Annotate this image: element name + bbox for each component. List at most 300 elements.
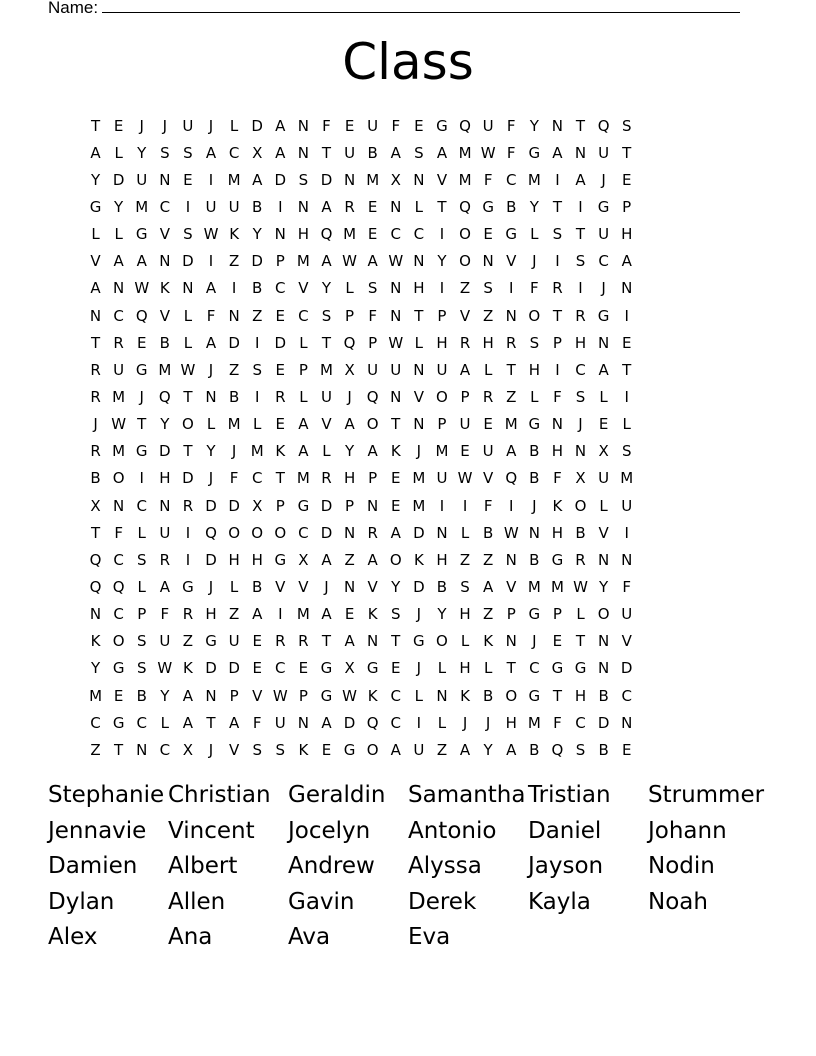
grid-letter: O	[528, 306, 541, 325]
grid-letter: A	[205, 143, 217, 162]
grid-letter: H	[297, 225, 310, 244]
grid-letter: L	[414, 333, 424, 352]
grid-letter: N	[343, 577, 356, 596]
grid-letter: B	[575, 523, 586, 542]
grid-letter: J	[139, 116, 144, 135]
grid-letter: Y	[137, 143, 147, 162]
grid-letter: I	[278, 197, 283, 216]
grid-letter: I	[624, 306, 629, 325]
grid-letter: N	[297, 713, 309, 732]
grid-letter: G	[597, 197, 610, 216]
grid-letter: I	[439, 279, 445, 298]
grid-letter: T	[622, 143, 632, 162]
grid-letter: Q	[89, 577, 102, 596]
grid-letter: Z	[483, 605, 494, 624]
grid-row	[84, 709, 638, 736]
grid-letter: K	[552, 496, 563, 515]
grid-letter: L	[530, 387, 539, 406]
grid-letter: T	[114, 740, 124, 759]
grid-letter: L	[322, 442, 331, 461]
grid-letter: S	[252, 740, 262, 759]
grid-letter: N	[551, 415, 564, 434]
grid-letter: F	[553, 713, 562, 732]
grid-letter: P	[229, 686, 239, 705]
grid-letter: L	[114, 225, 123, 244]
grid-letter: O	[228, 523, 241, 542]
grid-letter: N	[390, 197, 402, 216]
grid-letter: I	[231, 279, 237, 298]
grid-letter: X	[390, 170, 401, 189]
grid-letter: A	[113, 252, 124, 271]
grid-letter: C	[390, 713, 401, 732]
grid-letter: F	[553, 469, 562, 488]
grid-letter: P	[460, 387, 470, 406]
grid-letter: A	[367, 550, 378, 569]
grid-letter: C	[505, 170, 517, 189]
grid-letter: C	[390, 686, 401, 705]
grid-letter: M	[527, 713, 541, 732]
grid-letter: U	[390, 360, 402, 379]
grid-letter: U	[459, 415, 471, 434]
grid-letter: M	[296, 469, 310, 488]
grid-letter: G	[320, 686, 333, 705]
grid-letter: R	[575, 550, 586, 569]
grid-letter: M	[89, 686, 103, 705]
grid-letter: S	[183, 143, 193, 162]
grid-letter: L	[183, 333, 193, 352]
word-list-item: Jennavie	[48, 817, 147, 844]
grid-letter: C	[90, 713, 101, 732]
grid-letter: A	[252, 605, 263, 624]
grid-letter: D	[182, 469, 194, 488]
grid-letter: A	[390, 523, 401, 542]
grid-row	[84, 573, 638, 600]
grid-letter: C	[228, 143, 240, 162]
word-list-item: Damien	[48, 853, 138, 879]
grid-letter: V	[483, 469, 494, 488]
grid-letter: L	[460, 523, 470, 542]
grid-letter: M	[296, 252, 310, 271]
grid-letter: R	[159, 550, 171, 569]
grid-letter: A	[506, 740, 517, 759]
grid-letter: Y	[529, 116, 539, 135]
grid-letter: T	[391, 632, 401, 651]
grid-letter: J	[485, 713, 491, 732]
grid-letter: Y	[321, 279, 332, 298]
word-list-item: Samantha	[408, 782, 526, 808]
grid-letter: J	[416, 659, 422, 678]
grid-letter: D	[205, 550, 217, 569]
grid-letter: H	[251, 550, 263, 569]
grid-letter: L	[576, 605, 585, 624]
grid-letter: H	[459, 659, 471, 678]
grid-letter: N	[205, 387, 217, 406]
grid-row	[84, 736, 638, 763]
grid-letter: N	[505, 550, 517, 569]
grid-letter: A	[598, 360, 609, 379]
grid-letter: I	[555, 252, 560, 271]
grid-letter: X	[252, 496, 263, 515]
grid-letter: I	[509, 496, 514, 515]
grid-letter: U	[413, 740, 425, 759]
grid-letter: T	[575, 116, 586, 135]
grid-letter: G	[320, 659, 333, 678]
grid-letter: R	[275, 632, 286, 651]
grid-letter: R	[90, 387, 101, 406]
grid-letter: W	[134, 279, 150, 298]
grid-letter: H	[574, 686, 587, 705]
grid-letter: U	[320, 387, 332, 406]
grid-letter: U	[482, 116, 494, 135]
grid-letter: Y	[252, 225, 262, 244]
grid-letter: I	[555, 360, 560, 379]
grid-letter: R	[113, 333, 124, 352]
word-list-item: Allen	[168, 888, 226, 915]
grid-letter: J	[462, 713, 468, 732]
grid-letter: L	[460, 632, 470, 651]
grid-letter: R	[367, 523, 378, 542]
grid-letter: G	[112, 713, 125, 732]
grid-letter: U	[182, 116, 194, 135]
grid-letter: L	[206, 415, 216, 434]
grid-letter: F	[206, 306, 216, 325]
grid-letter: H	[436, 333, 448, 352]
grid-letter: E	[344, 116, 355, 135]
grid-letter: P	[368, 469, 378, 488]
grid-letter: D	[228, 333, 240, 352]
grid-letter: Y	[599, 577, 609, 596]
grid-letter: S	[575, 252, 586, 271]
word-list-item: Kayla	[528, 888, 591, 915]
grid-letter: V	[228, 740, 240, 759]
grid-letter: N	[413, 360, 425, 379]
grid-letter: G	[551, 550, 564, 569]
grid-letter: Y	[90, 170, 101, 189]
grid-letter: L	[345, 279, 354, 298]
grid-letter: Z	[506, 387, 517, 406]
word-list-item: Ava	[288, 924, 331, 950]
grid-letter: A	[298, 442, 309, 461]
grid-row	[84, 438, 638, 465]
grid-letter: J	[416, 605, 422, 624]
grid-letter: R	[182, 496, 194, 515]
grid-letter: T	[321, 333, 332, 352]
grid-letter: E	[414, 116, 424, 135]
grid-letter: W	[342, 686, 357, 705]
grid-letter: C	[621, 686, 632, 705]
grid-letter: M	[458, 143, 472, 162]
grid-letter: I	[624, 387, 629, 406]
grid-letter: H	[159, 469, 171, 488]
grid-letter: B	[529, 740, 540, 759]
grid-letter: T	[183, 442, 193, 461]
word-list-item: Alyssa	[408, 853, 482, 879]
grid-letter: G	[528, 415, 541, 434]
grid-letter: C	[136, 496, 147, 515]
grid-letter: O	[112, 469, 125, 488]
grid-letter: A	[321, 605, 332, 624]
grid-letter: N	[297, 197, 309, 216]
grid-letter: E	[483, 415, 493, 434]
grid-letter: H	[574, 333, 587, 352]
grid-letter: D	[205, 496, 217, 515]
grid-letter: U	[482, 442, 494, 461]
grid-letter: V	[436, 170, 448, 189]
grid-letter: C	[251, 469, 263, 488]
grid-letter: Z	[228, 605, 240, 624]
grid-letter: J	[578, 415, 583, 434]
grid-letter: M	[158, 360, 172, 379]
word-list-item: Gavin	[288, 888, 355, 915]
grid-letter: C	[575, 713, 586, 732]
grid-letter: O	[251, 523, 264, 542]
grid-letter: G	[89, 197, 102, 216]
grid-letter: O	[436, 632, 448, 651]
grid-letter: A	[344, 632, 355, 651]
grid-letter: E	[275, 360, 286, 379]
grid-letter: V	[598, 523, 609, 542]
grid-letter: X	[344, 360, 355, 379]
word-list-item: Tristian	[528, 782, 611, 808]
grid-letter: U	[113, 360, 125, 379]
grid-letter: L	[183, 306, 193, 325]
word-list-item: Alex	[48, 924, 98, 950]
grid-letter: S	[483, 279, 493, 298]
grid-letter: U	[367, 116, 379, 135]
grid-letter: P	[622, 197, 632, 216]
grid-letter: L	[437, 659, 447, 678]
grid-letter: A	[321, 550, 332, 569]
grid-row	[84, 193, 638, 220]
grid-letter: K	[460, 686, 470, 705]
grid-letter: B	[228, 387, 240, 406]
grid-letter: X	[575, 469, 586, 488]
grid-letter: S	[252, 360, 262, 379]
grid-letter: I	[185, 523, 191, 542]
grid-letter: S	[136, 550, 147, 569]
grid-letter: V	[298, 279, 309, 298]
grid-letter: N	[413, 415, 425, 434]
grid-letter: B	[506, 197, 517, 216]
grid-letter: S	[160, 143, 170, 162]
grid-letter: O	[597, 605, 610, 624]
grid-letter: Q	[366, 387, 379, 406]
grid-letter: N	[159, 496, 171, 515]
grid-letter: B	[136, 686, 147, 705]
grid-letter: Q	[459, 116, 471, 135]
grid-letter: R	[182, 605, 194, 624]
grid-letter: U	[205, 197, 217, 216]
grid-letter: J	[347, 387, 352, 406]
grid-letter: Q	[135, 306, 148, 325]
grid-row	[84, 356, 638, 383]
grid-letter: F	[160, 605, 170, 624]
grid-letter: Z	[228, 360, 240, 379]
grid-letter: K	[367, 686, 378, 705]
grid-letter: S	[529, 333, 540, 352]
grid-letter: S	[575, 387, 586, 406]
grid-letter: J	[532, 632, 537, 651]
grid-letter: Q	[158, 387, 171, 406]
grid-letter: P	[298, 360, 308, 379]
grid-letter: X	[182, 740, 194, 759]
grid-letter: S	[136, 659, 147, 678]
grid-letter: G	[343, 740, 356, 759]
grid-letter: J	[532, 496, 537, 515]
grid-letter: M	[412, 469, 426, 488]
grid-letter: N	[390, 387, 402, 406]
grid-letter: J	[162, 116, 168, 135]
grid-letter: Q	[597, 116, 610, 135]
grid-letter: E	[321, 740, 332, 759]
grid-letter: A	[321, 713, 332, 732]
grid-letter: Z	[90, 740, 101, 759]
grid-letter: V	[159, 306, 170, 325]
grid-letter: L	[414, 686, 424, 705]
grid-letter: M	[296, 605, 310, 624]
grid-letter: J	[532, 252, 537, 271]
grid-letter: N	[597, 333, 610, 352]
grid-letter: R	[459, 333, 471, 352]
grid-letter: U	[598, 143, 610, 162]
grid-letter: A	[275, 116, 286, 135]
grid-letter: E	[552, 632, 563, 651]
word-list-item: Johann	[648, 817, 727, 844]
grid-letter: G	[135, 360, 148, 379]
grid-letter: L	[530, 225, 539, 244]
grid-row	[84, 248, 638, 275]
grid-letter: L	[599, 496, 608, 515]
grid-letter: P	[275, 252, 285, 271]
grid-letter: P	[552, 333, 562, 352]
grid-letter: W	[388, 333, 404, 352]
grid-letter: U	[621, 605, 633, 624]
grid-letter: I	[624, 523, 629, 542]
grid-letter: E	[183, 170, 193, 189]
grid-letter: R	[552, 279, 563, 298]
grid-letter: F	[622, 577, 632, 596]
grid-letter: Q	[551, 740, 564, 759]
grid-letter: J	[208, 577, 214, 596]
grid-letter: L	[599, 387, 608, 406]
grid-letter: N	[113, 496, 125, 515]
grid-letter: K	[275, 442, 286, 461]
grid-letter: F	[553, 387, 562, 406]
grid-letter: Y	[160, 415, 170, 434]
grid-letter: B	[598, 686, 609, 705]
grid-letter: I	[278, 605, 283, 624]
grid-letter: L	[229, 577, 239, 596]
grid-letter: T	[90, 116, 101, 135]
grid-letter: M	[112, 442, 126, 461]
word-list-item: Jocelyn	[288, 817, 371, 844]
grid-letter: M	[227, 415, 241, 434]
grid-row	[84, 112, 638, 139]
grid-letter: A	[390, 740, 401, 759]
grid-letter: L	[253, 415, 262, 434]
grid-letter: G	[205, 632, 217, 651]
grid-letter: E	[598, 415, 609, 434]
grid-letter: G	[366, 659, 379, 678]
grid-letter: L	[299, 387, 308, 406]
grid-letter: X	[298, 550, 309, 569]
grid-letter: W	[111, 415, 127, 434]
grid-letter: V	[621, 632, 632, 651]
grid-letter: W	[180, 360, 196, 379]
grid-letter: Z	[252, 306, 263, 325]
grid-letter: N	[367, 496, 379, 515]
grid-letter: D	[320, 170, 333, 189]
grid-letter: I	[439, 225, 445, 244]
grid-letter: F	[506, 143, 516, 162]
grid-letter: F	[252, 713, 262, 732]
grid-letter: C	[575, 360, 586, 379]
grid-letter: Y	[437, 605, 447, 624]
grid-letter: W	[203, 225, 219, 244]
grid-letter: G	[528, 143, 541, 162]
grid-letter: D	[251, 116, 263, 135]
name-field	[48, 0, 740, 19]
grid-letter: Q	[366, 713, 379, 732]
grid-letter: N	[505, 632, 517, 651]
grid-letter: V	[90, 252, 101, 271]
grid-letter: A	[90, 143, 101, 162]
grid-letter: K	[413, 550, 424, 569]
grid-letter: K	[483, 632, 494, 651]
grid-letter: T	[391, 415, 401, 434]
grid-letter: N	[597, 659, 610, 678]
grid-letter: N	[113, 279, 125, 298]
grid-letter: G	[413, 632, 425, 651]
grid-letter: Y	[114, 197, 124, 216]
grid-letter: A	[298, 415, 309, 434]
grid-letter: R	[575, 306, 586, 325]
grid-letter: S	[552, 225, 563, 244]
grid-letter: H	[459, 605, 471, 624]
grid-letter: N	[89, 605, 102, 624]
grid-letter: S	[275, 740, 286, 759]
grid-letter: A	[321, 197, 332, 216]
grid-letter: G	[436, 116, 448, 135]
grid-letter: M	[320, 360, 333, 379]
grid-letter: L	[414, 197, 424, 216]
grid-letter: C	[298, 306, 309, 325]
grid-letter: R	[506, 333, 517, 352]
grid-letter: F	[322, 116, 331, 135]
grid-letter: H	[621, 225, 633, 244]
grid-letter: Y	[529, 197, 539, 216]
grid-letter: A	[367, 252, 378, 271]
grid-letter: D	[274, 333, 287, 352]
grid-letter: M	[458, 170, 472, 189]
grid-letter: D	[597, 713, 610, 732]
grid-letter: I	[208, 252, 214, 271]
word-list-item: Andrew	[288, 853, 375, 879]
grid-letter: L	[137, 523, 146, 542]
grid-letter: I	[555, 170, 560, 189]
grid-letter: W	[388, 252, 404, 271]
grid-letter: Z	[483, 306, 494, 325]
word-list-item: Noah	[648, 888, 708, 915]
grid-letter: X	[252, 143, 263, 162]
grid-letter: S	[621, 442, 632, 461]
word-list-item: Christian	[168, 782, 271, 808]
grid-letter: A	[275, 143, 286, 162]
grid-letter: Y	[437, 252, 447, 271]
grid-letter: A	[90, 279, 101, 298]
grid-letter: K	[298, 740, 309, 759]
grid-letter: C	[298, 523, 309, 542]
